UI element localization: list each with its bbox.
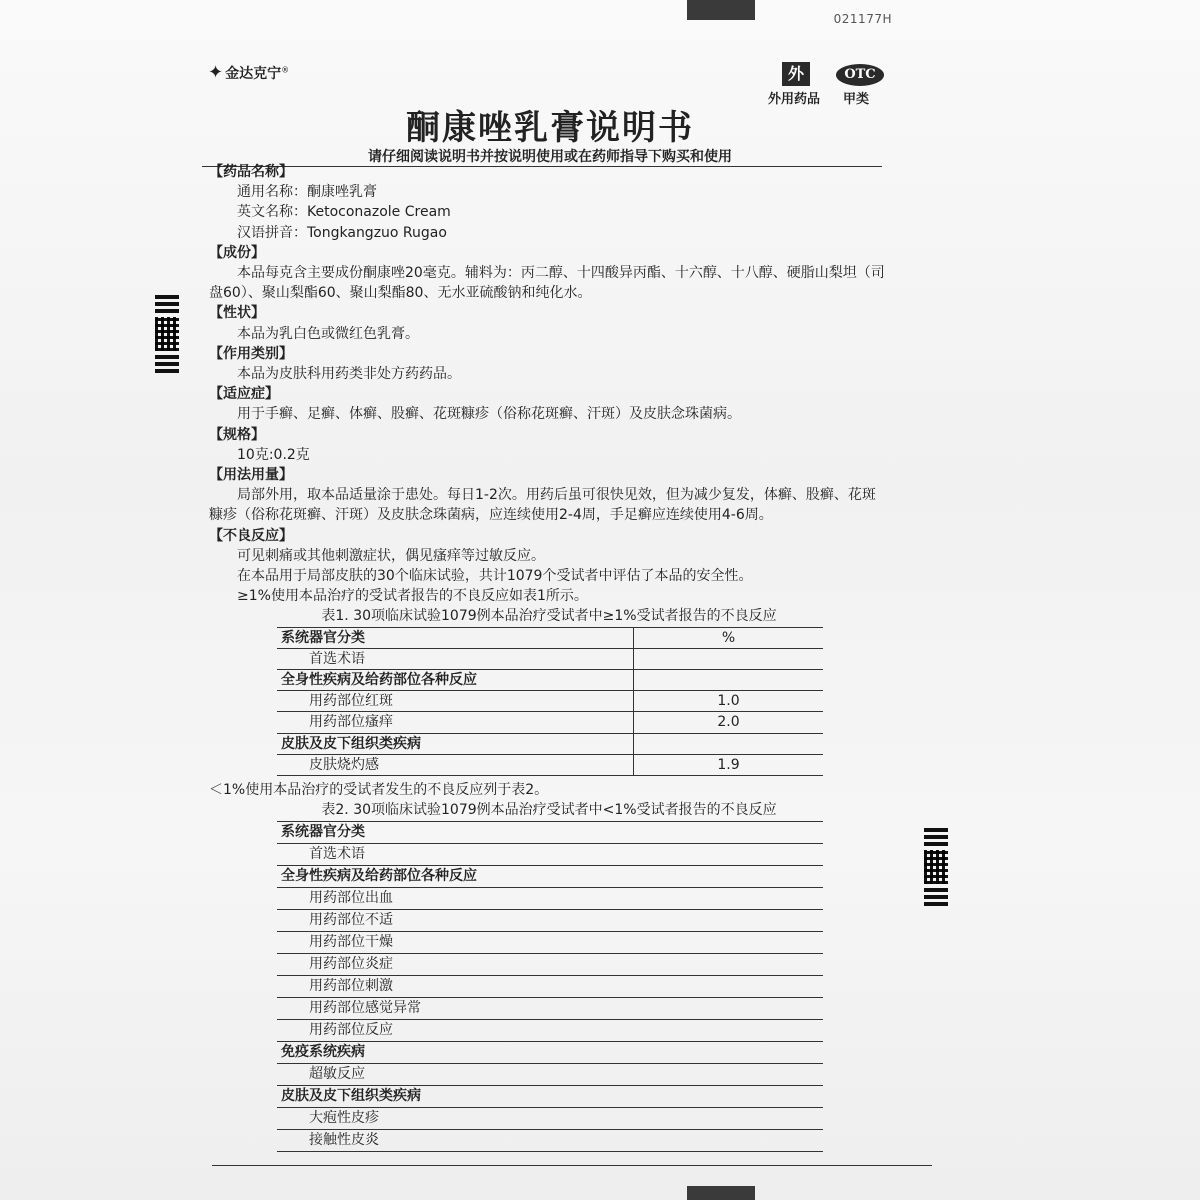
table-cell: 系统器官分类: [277, 821, 823, 843]
indications-text: 用于手癣、足癣、体癣、股癣、花斑糠疹（俗称花斑癣、汗斑）及皮肤念珠菌病。: [237, 406, 741, 423]
table-header-cell: %: [634, 627, 824, 648]
table-row: [277, 1041, 823, 1063]
table-cell: 超敏反应: [277, 1063, 823, 1085]
brand-logo: [208, 62, 289, 83]
adverse-text-4: ＜1%使用本品治疗的受试者发生的不良反应列于表2。: [209, 782, 549, 799]
barcode-right: [924, 828, 948, 909]
table-cell: 免疫系统疾病: [277, 1041, 823, 1063]
document-subtitle: 请仔细阅读说明书并按说明使用或在药师指导下购买和使用: [368, 149, 732, 165]
sparkle-icon: ✦: [208, 62, 224, 83]
section-heading-description: 【性状】: [209, 305, 265, 322]
table-row: [277, 865, 823, 887]
table-cell: 用药部位不适: [277, 909, 823, 931]
adverse-text-1: 可见刺痛或其他刺激症状，偶见瘙痒等过敏反应。: [237, 547, 545, 564]
table-row: [277, 1085, 823, 1107]
table-row: [277, 712, 823, 733]
section-heading-spec: 【规格】: [209, 426, 265, 443]
external-use-badge: 外: [782, 62, 810, 86]
otc-class-label: 甲类: [843, 92, 870, 107]
table-cell: 用药部位出血: [277, 887, 823, 909]
table-row: [277, 887, 823, 909]
table-row: [277, 733, 823, 754]
table-cell: 用药部位感觉异常: [277, 997, 823, 1019]
table-header-cell: 系统器官分类: [277, 627, 634, 648]
usage-text: 局部外用，取本品适量涂于患处。每日1-2次。用药后虽可很快见效，但为减少复发，体癣、股癣、花斑糠疹（俗称花斑癣、汗斑）及皮肤念珠菌病，应连续使用2-4周，手足癣应连续使用4-6周。: [209, 487, 876, 524]
table-row: [277, 821, 823, 843]
table-row: [277, 691, 823, 712]
table-cell: 大疱性皮疹: [277, 1107, 823, 1129]
external-use-label: 外用药品: [768, 92, 821, 107]
datamatrix-icon: [155, 317, 179, 351]
table-cell: 1.9: [634, 754, 824, 775]
table1-caption: 表1. 30项临床试验1079例本品治疗受试者中≥1%受试者报告的不良反应: [321, 608, 777, 625]
footer-divider: [212, 1165, 932, 1166]
table-row: [277, 1063, 823, 1085]
registration-mark-top: [687, 0, 755, 20]
english-name: 英文名称：Ketoconazole Cream: [237, 204, 451, 221]
table-cell: 用药部位刺激: [277, 975, 823, 997]
table-row: [277, 1019, 823, 1041]
category-text: 本品为皮肤科用药类非处方药药品。: [237, 366, 461, 383]
table-row: [277, 843, 823, 865]
table-row: [277, 670, 823, 691]
section-heading-usage: 【用法用量】: [209, 467, 293, 484]
table-row: [277, 627, 823, 648]
table-row: [277, 648, 823, 669]
table-row: [277, 1107, 823, 1129]
barcode-left: [155, 295, 179, 376]
table-cell: 用药部位炎症: [277, 953, 823, 975]
table-cell: 全身性疾病及给药部位各种反应: [277, 865, 823, 887]
table-cell: 用药部位反应: [277, 1019, 823, 1041]
section-heading-name: 【药品名称】: [209, 164, 293, 180]
table-cell: 1.0: [634, 691, 824, 712]
adverse-reactions-table-2: [277, 821, 823, 1152]
table-cell: 用药部位瘙痒: [277, 712, 634, 733]
adverse-text-3: ≥1%使用本品治疗的受试者报告的不良反应如表1所示。: [237, 588, 588, 605]
table-cell: [634, 733, 824, 754]
table-cell: 首选术语: [277, 843, 823, 865]
table-cell: 皮肤及皮下组织类疾病: [277, 1085, 823, 1107]
registered-mark: ®: [281, 65, 290, 75]
table-row: [277, 1129, 823, 1151]
adverse-text-2: 在本品用于局部皮肤的30个临床试验，共计1079个受试者中评估了本品的安全性。: [237, 568, 753, 585]
table-cell: 用药部位干燥: [277, 931, 823, 953]
table-cell: 皮肤及皮下组织类疾病: [277, 733, 634, 754]
table-cell: 用药部位红斑: [277, 691, 634, 712]
composition-text: 本品每克含主要成份酮康唑20毫克。辅料为：丙二醇、十四酸异丙酯、十六醇、十八醇、硬脂山梨坦（司盘60）、聚山梨酯60、聚山梨酯80、无水亚硫酸钠和纯化水。: [209, 265, 885, 302]
section-heading-adverse: 【不良反应】: [209, 527, 293, 544]
section-heading-category: 【作用类别】: [209, 345, 293, 362]
table2-caption: 表2. 30项临床试验1079例本品治疗受试者中<1%受试者报告的不良反应: [321, 802, 777, 819]
adverse-reactions-table-1: [277, 627, 823, 776]
table-row: [277, 931, 823, 953]
table-row: [277, 754, 823, 775]
brand-name: 金达克宁: [225, 66, 282, 82]
datamatrix-icon: [924, 850, 948, 884]
table-cell: 接触性皮炎: [277, 1129, 823, 1151]
description-text: 本品为乳白色或微红色乳膏。: [237, 325, 419, 342]
table-cell: [634, 670, 824, 691]
generic-name: 通用名称：酮康唑乳膏: [237, 184, 377, 201]
document-code: 021177H: [833, 12, 892, 26]
table-cell: 全身性疾病及给药部位各种反应: [277, 670, 634, 691]
section-heading-indications: 【适应症】: [209, 386, 279, 403]
table-row: [277, 997, 823, 1019]
document-title: 酮康唑乳膏说明书: [406, 108, 694, 148]
table-row: [277, 909, 823, 931]
table-row: [277, 953, 823, 975]
table-subheader-cell: 首选术语: [277, 648, 634, 669]
registration-mark-bottom: [687, 1186, 755, 1200]
pinyin-name: 汉语拼音：Tongkangzuo Rugao: [237, 224, 447, 241]
section-heading-composition: 【成份】: [209, 244, 265, 261]
table-row: [277, 975, 823, 997]
table-cell: 2.0: [634, 712, 824, 733]
spec-text: 10克:0.2克: [237, 446, 310, 463]
document-body: [209, 162, 889, 1152]
table-cell: 皮肤烧灼感: [277, 754, 634, 775]
otc-badge: OTC: [836, 64, 884, 86]
